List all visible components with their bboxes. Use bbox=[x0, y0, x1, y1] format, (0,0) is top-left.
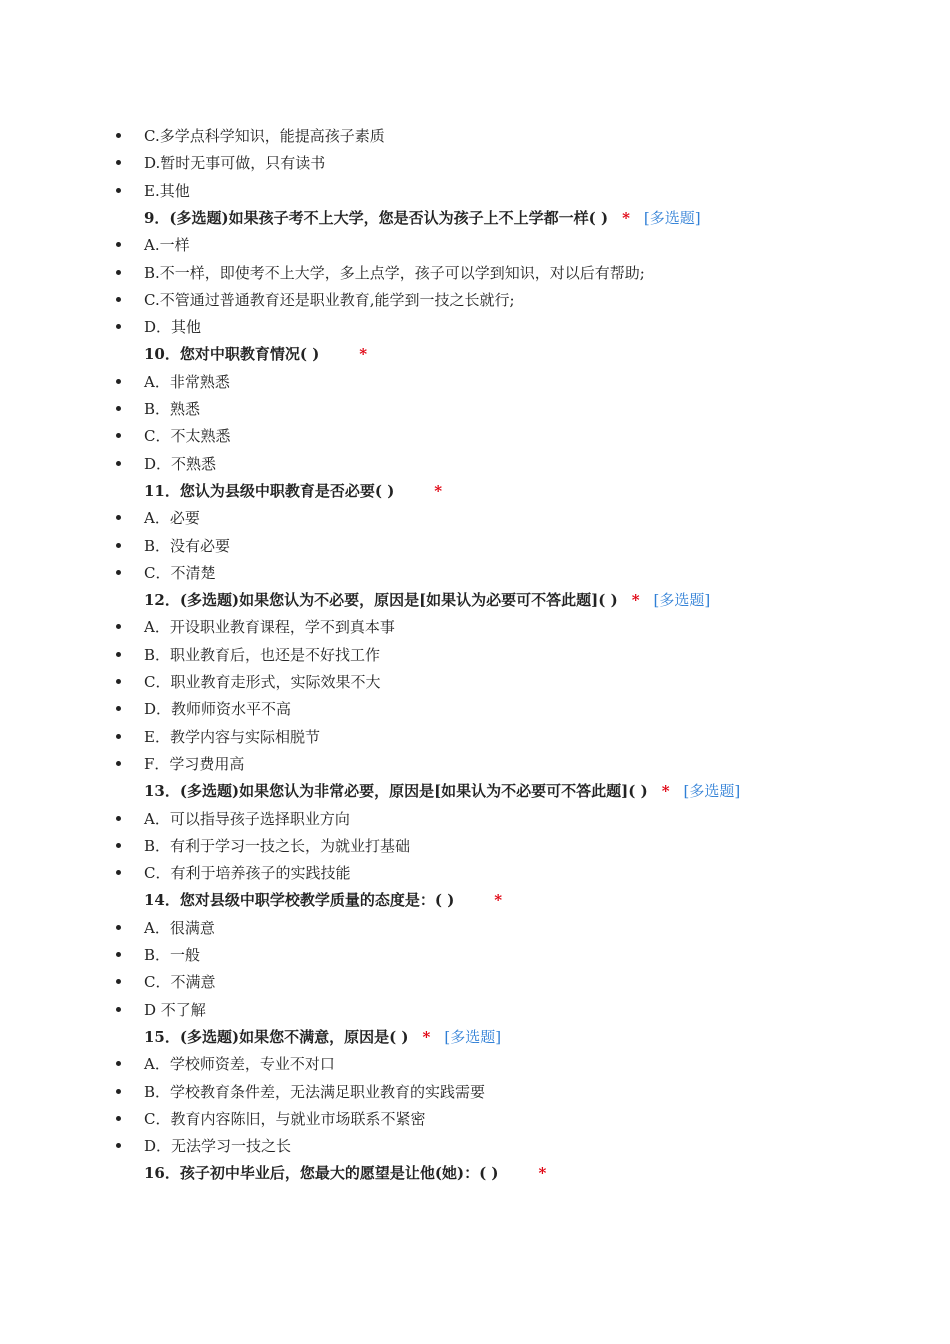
question-text: 15．(多选题)如果您不满意，原因是( ) bbox=[144, 1027, 409, 1046]
option-text: A．开设职业教育课程，学不到真本事 bbox=[144, 618, 395, 637]
option-item bbox=[144, 1134, 820, 1158]
required-asterisk: * bbox=[631, 591, 640, 610]
option-item bbox=[144, 397, 820, 421]
option-text: B.不一样，即使考不上大学，多上点学，孩子可以学到知识，对以后有帮助; bbox=[144, 263, 645, 282]
option-item bbox=[144, 534, 820, 558]
option-item bbox=[144, 151, 820, 175]
option-text: A．学校师资差，专业不对口 bbox=[144, 1055, 335, 1074]
option-text: B．一般 bbox=[144, 946, 201, 964]
question-title bbox=[144, 779, 820, 803]
multi-select-tag: [多选题] bbox=[653, 591, 711, 610]
option-text: A.一样 bbox=[144, 236, 190, 255]
option-text: C.多学点科学知识，能提高孩子素质 bbox=[144, 127, 385, 145]
option-item bbox=[144, 615, 820, 639]
multi-select-tag: [多选题] bbox=[643, 208, 701, 227]
question-title bbox=[144, 479, 820, 503]
option-text: C.不管通过普通教育还是职业教育,能学到一技之长就行; bbox=[144, 290, 515, 309]
option-item bbox=[144, 725, 820, 749]
option-text: C．职业教育走形式，实际效果不大 bbox=[144, 673, 381, 691]
option-item bbox=[144, 233, 820, 257]
question-text: 9．(多选题)如果孩子考不上大学，您是否认为孩子上不上学都一样( ) bbox=[144, 208, 609, 227]
option-item bbox=[144, 970, 820, 994]
option-item bbox=[144, 124, 820, 148]
option-item bbox=[144, 1107, 820, 1131]
multi-select-tag: [多选题] bbox=[444, 1027, 502, 1046]
option-text: B．没有必要 bbox=[144, 536, 231, 555]
option-text: D．教师师资水平不高 bbox=[144, 700, 292, 719]
required-asterisk: * bbox=[359, 345, 368, 364]
question-title bbox=[144, 588, 820, 612]
option-item bbox=[144, 861, 820, 885]
option-text: A．必要 bbox=[144, 509, 200, 528]
option-text: D．其他 bbox=[144, 318, 202, 337]
required-asterisk: * bbox=[538, 1164, 547, 1183]
option-text: A．非常熟悉 bbox=[144, 372, 230, 391]
option-text: E．教学内容与实际相脱节 bbox=[144, 727, 320, 746]
question-text: 14．您对县级中职学校教学质量的态度是：( ) bbox=[144, 891, 455, 910]
question-text: 10．您对中职教育情况( ) bbox=[144, 345, 320, 364]
multi-select-tag: [多选题] bbox=[683, 782, 741, 801]
option-item bbox=[144, 506, 820, 530]
option-item bbox=[144, 288, 820, 312]
option-item bbox=[144, 452, 820, 476]
question-text: 12．(多选题)如果您认为不必要，原因是[如果认为必要可不答此题]( ) bbox=[144, 591, 618, 610]
option-text: D.暂时无事可做，只有读书 bbox=[144, 154, 326, 173]
option-text: D．无法学习一技之长 bbox=[144, 1137, 292, 1156]
required-asterisk: * bbox=[434, 481, 443, 500]
option-text: C．有利于培养孩子的实践技能 bbox=[144, 864, 351, 883]
option-item bbox=[144, 1080, 820, 1104]
option-text: D．不熟悉 bbox=[144, 454, 217, 473]
option-item bbox=[144, 561, 820, 585]
option-text: C．教育内容陈旧，与就业市场联系不紧密 bbox=[144, 1109, 426, 1128]
question-text: 16．孩子初中毕业后，您最大的愿望是让他(她)：( ) bbox=[144, 1164, 499, 1183]
option-item bbox=[144, 315, 820, 339]
question-text: 11．您认为县级中职教育是否必要( ) bbox=[144, 481, 395, 500]
option-item bbox=[144, 807, 820, 831]
option-text: C．不太熟悉 bbox=[144, 427, 231, 446]
option-item bbox=[144, 370, 820, 394]
option-text: B．学校教育条件差，无法满足职业教育的实践需要 bbox=[144, 1082, 486, 1101]
question-title bbox=[144, 1025, 820, 1049]
option-item bbox=[144, 943, 820, 967]
option-item bbox=[144, 1052, 820, 1076]
option-text: B．职业教育后，也还是不好找工作 bbox=[144, 645, 381, 664]
question-title bbox=[144, 1161, 820, 1185]
option-text: B．有利于学习一技之长，为就业打基础 bbox=[144, 836, 411, 855]
option-item bbox=[144, 261, 820, 285]
required-asterisk: * bbox=[661, 782, 670, 801]
option-item bbox=[144, 697, 820, 721]
option-text: D 不了解 bbox=[144, 1000, 206, 1019]
option-text: A．很满意 bbox=[144, 918, 215, 937]
option-text: E.其他 bbox=[144, 181, 190, 200]
option-text: C．不清楚 bbox=[144, 563, 216, 582]
option-item bbox=[144, 179, 820, 203]
question-title bbox=[144, 342, 820, 366]
option-item bbox=[144, 998, 820, 1022]
question-title bbox=[144, 888, 820, 912]
option-item bbox=[144, 643, 820, 667]
option-text: F．学习费用高 bbox=[144, 754, 245, 773]
option-text: C．不满意 bbox=[144, 973, 216, 992]
option-text: A．可以指导孩子选择职业方向 bbox=[144, 809, 350, 828]
required-asterisk: * bbox=[422, 1027, 431, 1046]
required-asterisk: * bbox=[622, 208, 630, 227]
required-asterisk: * bbox=[494, 891, 503, 910]
question-title bbox=[144, 206, 820, 230]
option-item bbox=[144, 752, 820, 776]
option-item bbox=[144, 670, 820, 694]
question-text: 13．(多选题)如果您认为非常必要，原因是[如果认为不必要可不答此题]( ) bbox=[144, 782, 648, 801]
option-item bbox=[144, 916, 820, 940]
option-item bbox=[144, 424, 820, 448]
option-item bbox=[144, 834, 820, 858]
option-text: B．熟悉 bbox=[144, 400, 201, 418]
